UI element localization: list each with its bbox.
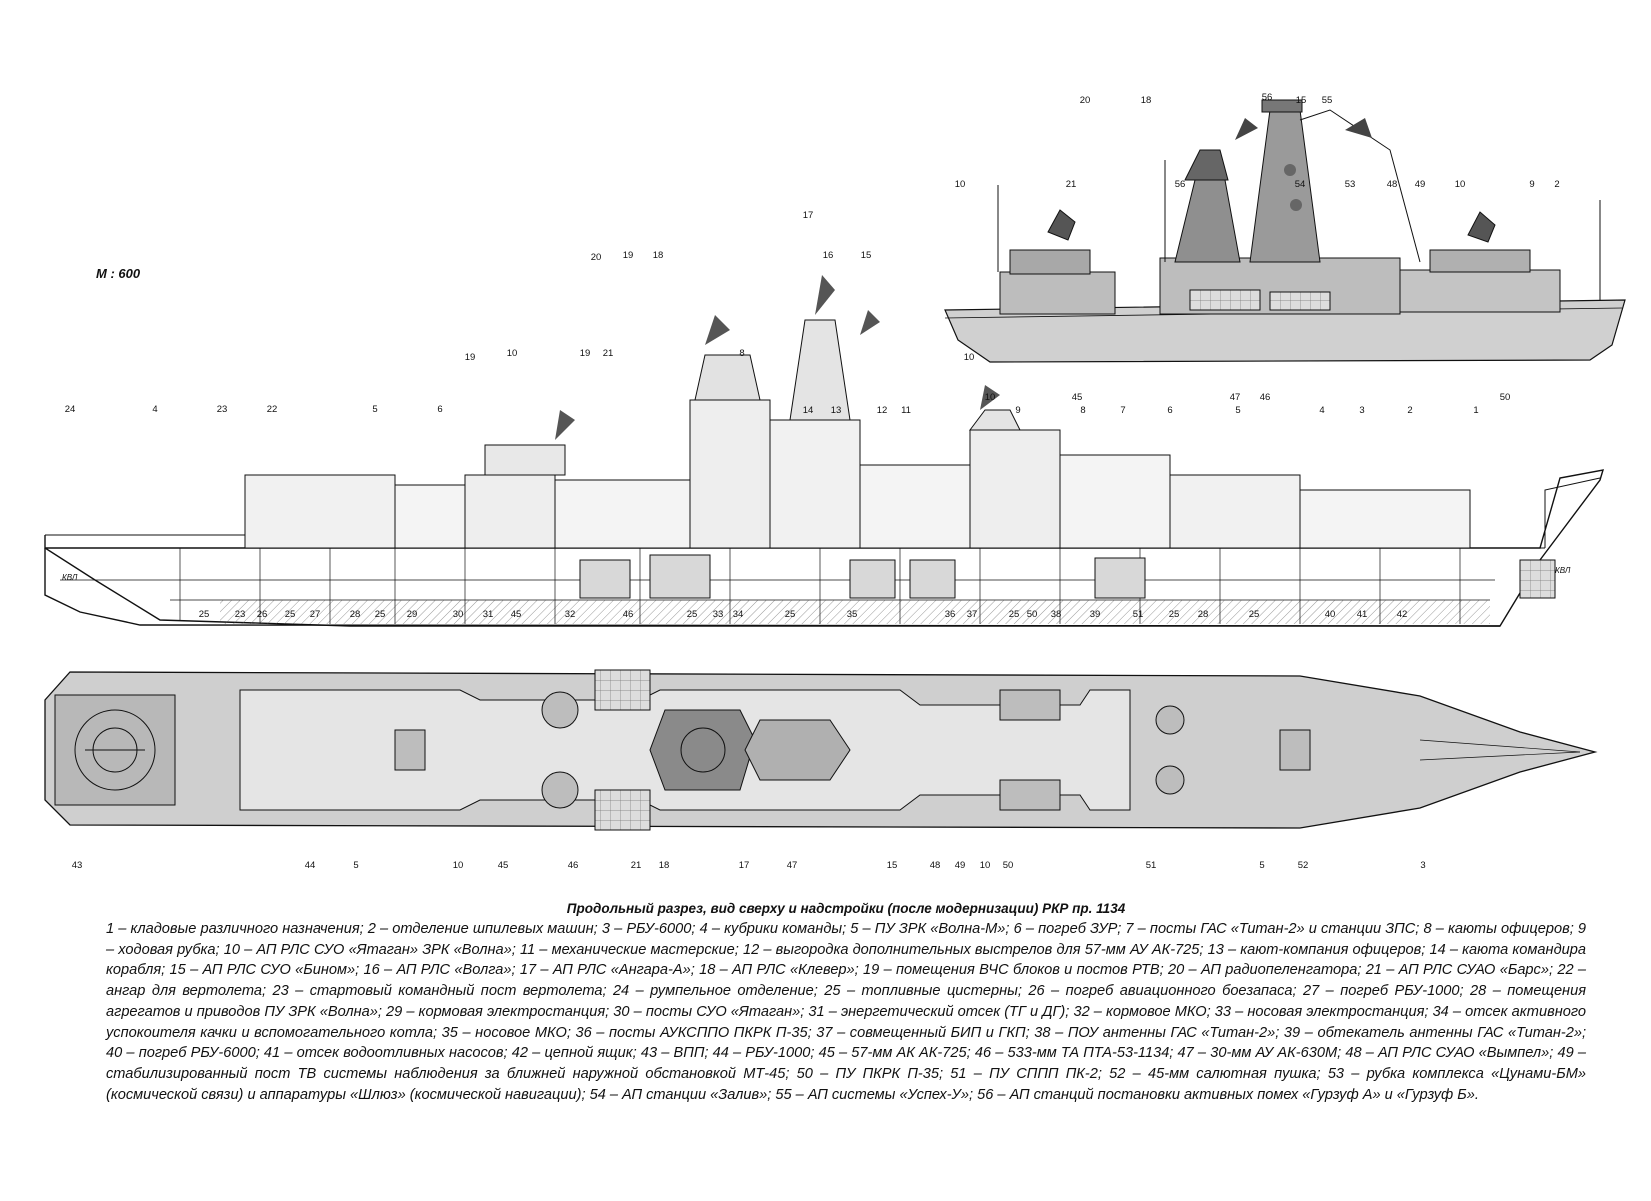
callout-superstructure-55: 55 xyxy=(1321,95,1333,106)
callout-superstructure-56: 56 xyxy=(1261,92,1273,103)
callout-profile_bottom-35: 35 xyxy=(846,609,858,620)
callout-plan_bottom-43: 43 xyxy=(71,860,83,871)
callout-superstructure-45: 45 xyxy=(1071,392,1083,403)
callout-profile_top-15: 15 xyxy=(860,250,872,261)
callout-profile_top-4: 4 xyxy=(1319,405,1325,416)
plan-view xyxy=(45,670,1595,830)
aft-mast xyxy=(1175,180,1240,262)
callout-superstructure-9: 9 xyxy=(1529,179,1535,190)
callout-profile_top-3: 3 xyxy=(1359,405,1365,416)
aft-mast-profile xyxy=(690,400,770,548)
callout-profile_top-11: 11 xyxy=(901,405,911,416)
callout-profile_bottom-29: 29 xyxy=(406,609,418,620)
callout-profile_top-1: 1 xyxy=(1473,405,1479,416)
callout-profile_bottom-40: 40 xyxy=(1324,609,1336,620)
waterline-label-fore: КВЛ xyxy=(1555,566,1571,575)
callout-plan_bottom-15: 15 xyxy=(886,860,898,871)
callout-superstructure-54: 54 xyxy=(1294,179,1306,190)
callout-plan_bottom-52: 52 xyxy=(1297,860,1309,871)
callout-superstructure-49: 49 xyxy=(1414,179,1426,190)
callout-profile_bottom-31: 31 xyxy=(482,609,494,620)
callout-plan_bottom-50: 50 xyxy=(1002,860,1014,871)
callout-superstructure-10: 10 xyxy=(984,392,996,403)
callout-profile_top-18: 18 xyxy=(652,250,664,261)
callout-profile_top-6: 6 xyxy=(1167,405,1173,416)
callout-superstructure-53: 53 xyxy=(1344,179,1356,190)
callout-profile_top-21: 21 xyxy=(602,348,614,359)
callout-superstructure-47: 47 xyxy=(1229,392,1241,403)
callout-superstructure-56: 56 xyxy=(1174,179,1186,190)
callout-superstructure-18: 18 xyxy=(1140,95,1152,106)
callout-profile_top-2: 2 xyxy=(1407,405,1413,416)
aft-deckhouse xyxy=(1000,272,1115,314)
callout-profile_bottom-45: 45 xyxy=(510,609,522,620)
callout-profile_top-12: 12 xyxy=(876,405,888,416)
callout-superstructure-10: 10 xyxy=(1454,179,1466,190)
fore-mast xyxy=(1250,110,1320,262)
callout-profile_bottom-25: 25 xyxy=(784,609,796,620)
callout-profile_bottom-46: 46 xyxy=(622,609,634,620)
waterline-label-aft: КВЛ xyxy=(62,573,78,582)
callout-profile_top-24: 24 xyxy=(64,404,76,415)
callout-profile_bottom-25: 25 xyxy=(284,609,296,620)
callout-profile_bottom-34: 34 xyxy=(732,609,744,620)
callout-profile_top-8: 8 xyxy=(739,348,745,359)
callout-profile_bottom-28: 28 xyxy=(1197,609,1209,620)
callout-profile_top-5: 5 xyxy=(372,404,378,415)
caption-title: Продольный разрез, вид сверху и надстройки (после модернизации) РКР пр. 1134 xyxy=(566,901,1126,916)
scale-label: М : 600 xyxy=(96,266,141,281)
superstructure-view xyxy=(945,100,1625,362)
callout-profile_bottom-51: 51 xyxy=(1132,609,1144,620)
callout-profile_bottom-39: 39 xyxy=(1089,609,1101,620)
callout-plan_bottom-10: 10 xyxy=(979,860,991,871)
callout-profile_bottom-50: 50 xyxy=(1026,609,1038,620)
callout-plan_bottom-10: 10 xyxy=(452,860,464,871)
callout-superstructure-48: 48 xyxy=(1386,179,1398,190)
callout-profile_bottom-28: 28 xyxy=(349,609,361,620)
callout-profile_top-7: 7 xyxy=(1120,405,1126,416)
callout-plan_bottom-44: 44 xyxy=(304,860,316,871)
callout-profile_top-6: 6 xyxy=(437,404,443,415)
callout-superstructure-2: 2 xyxy=(1554,179,1560,190)
hangar xyxy=(245,475,395,548)
callout-profile_top-19: 19 xyxy=(464,352,476,363)
callout-profile_top-13: 13 xyxy=(830,405,842,416)
callout-profile_top-20: 20 xyxy=(590,252,602,263)
caption-legend: 1 – кладовые различного назначения; 2 – отделение шпилевых машин; 3 – РБУ-6000; 4 – кубрики команды; 5 – ПУ ЗРК «Волна-М»; 6 – погреб ЗУР; 7 – посты ГАС «Титан-2» и станции ЗПС; 8 – каюты офицеров; 9 – ходовая рубка; 10 – АП РЛС СУО «Ятаган» ЗРК «Волна»; 11 – механические мастерские; 12 – выгородка дополнительных выстрелов для 57-мм АУ АК-725; 13 – кают-компания офицеров; 14 – каюта командира корабля; 15 – АП РЛС СУО «Бином»; 16 – АП РЛС «Волга»; 17 – АП РЛС «Ангара-А»; 18 – АП РЛС «Клевер»; 19 – помещения ВЧС блоков и постов РТВ; 20 – АП радиопеленгатора; 21 – АП РЛС СУАО «Барс»; 22 – ангар для вертолета; 23 – стартовый командный пост вертолета; 24 – румпельное отделение; 25 – топливные цистерны; 26 – погреб авиационного боезапаса; 27 – погреб РБУ-1000; 28 – помещения агрегатов и приводов ПУ ЗРК «Волна»; 29 – кормовая электростанция; 30 – посты СУО «Ятаган»; 31 – энергетический отсек (ТГ и ДГ); 32 – кормовое МКО; 33 – носовая электростанция; 34 – отсек активного успокоителя качки и вспомогательного котла; 35 – носовое МКО; 36 – посты АУКСППО ПКРК П-35; 37 – совмещенный БИП и ГКП; 38 – ПОУ антенны ГАС «Титан-2»; 39 – обтекатель антенны ГАС «Титан-2»; 40 – погреб РБУ-6000; 41 – отсек водоотливных насосов; 42 – цепной ящик; 43 – ВПП; 44 – РБУ-1000; 45 – 57-мм АК АК-725; 46 – 533-мм ТА ПТА-53-1134; 47 – 30-мм АУ АК-630М; 48 – АП РЛС СУАО «Вымпел»; 49 – стабилизированный пост ТВ системы наблюдения за ближней наружной обстановкой МТ-45; 50 – ПУ ПКРК П-35; 51 – ПУ СППП ПК-2; 52 – 45-мм салютная пушка; 53 – рубка комплекса «Цунами-БМ» (космической связи) и аппаратуры «Шлюз» (космической навигации); 54 – АП станции «Залив»; 55 – АП системы «Успех-У»; 56 – АП станций постановки активных помех «Гурзуф А» и «Гурзуф Б». xyxy=(106,921,1586,1103)
callout-profile_top-16: 16 xyxy=(822,250,834,261)
callout-plan_bottom-18: 18 xyxy=(658,860,670,871)
callout-profile_bottom-25: 25 xyxy=(686,609,698,620)
callout-plan_bottom-47: 47 xyxy=(786,860,798,871)
callout-plan_bottom-17: 17 xyxy=(738,860,750,871)
callout-profile_bottom-37: 37 xyxy=(966,609,978,620)
callout-superstructure-46: 46 xyxy=(1259,392,1271,403)
callout-superstructure-50: 50 xyxy=(1499,392,1511,403)
callout-profile_bottom-25: 25 xyxy=(1248,609,1260,620)
callout-profile_bottom-42: 42 xyxy=(1396,609,1408,620)
callout-profile_top-10: 10 xyxy=(963,352,975,363)
callout-profile_top-14: 14 xyxy=(802,405,814,416)
callout-superstructure-15: 15 xyxy=(1295,95,1307,106)
callout-profile_top-22: 22 xyxy=(266,404,278,415)
callout-plan_bottom-51: 51 xyxy=(1145,860,1157,871)
callout-plan_bottom-5: 5 xyxy=(353,860,359,871)
callout-superstructure-21: 21 xyxy=(1065,179,1077,190)
callout-plan_bottom-21: 21 xyxy=(630,860,642,871)
callout-profile_bottom-38: 38 xyxy=(1050,609,1062,620)
callout-plan_bottom-45: 45 xyxy=(497,860,509,871)
callout-profile_top-23: 23 xyxy=(216,404,228,415)
callout-plan_bottom-3: 3 xyxy=(1420,860,1426,871)
callout-plan_bottom-46: 46 xyxy=(567,860,579,871)
callout-profile_bottom-36: 36 xyxy=(944,609,956,620)
callout-profile_top-17: 17 xyxy=(802,210,814,221)
central-mast-platform xyxy=(650,710,755,790)
callout-profile_bottom-25: 25 xyxy=(1008,609,1020,620)
callout-profile_top-4: 4 xyxy=(152,404,158,415)
callout-profile_bottom-33: 33 xyxy=(712,609,724,620)
callout-profile_bottom-27: 27 xyxy=(309,609,321,620)
callout-plan_bottom-5: 5 xyxy=(1259,860,1265,871)
callout-superstructure-10: 10 xyxy=(954,179,966,190)
callout-profile_bottom-41: 41 xyxy=(1356,609,1368,620)
callout-profile_bottom-32: 32 xyxy=(564,609,576,620)
callout-profile_bottom-30: 30 xyxy=(452,609,464,620)
callout-profile_top-19: 19 xyxy=(579,348,591,359)
callout-profile_top-19: 19 xyxy=(622,250,634,261)
callout-profile_bottom-25: 25 xyxy=(1168,609,1180,620)
callout-plan_bottom-49: 49 xyxy=(954,860,966,871)
callout-plan_bottom-48: 48 xyxy=(929,860,941,871)
caption xyxy=(106,901,1586,1105)
callout-profile_top-9: 9 xyxy=(1015,405,1021,416)
callout-superstructure-20: 20 xyxy=(1079,95,1091,106)
callout-profile_bottom-26: 26 xyxy=(256,609,268,620)
callout-profile_top-10: 10 xyxy=(506,348,518,359)
callout-profile_bottom-23: 23 xyxy=(234,609,246,620)
callout-profile_top-8: 8 xyxy=(1080,405,1086,416)
callout-profile_top-5: 5 xyxy=(1235,405,1241,416)
callout-profile_bottom-25: 25 xyxy=(374,609,386,620)
callout-profile_bottom-25: 25 xyxy=(198,609,210,620)
